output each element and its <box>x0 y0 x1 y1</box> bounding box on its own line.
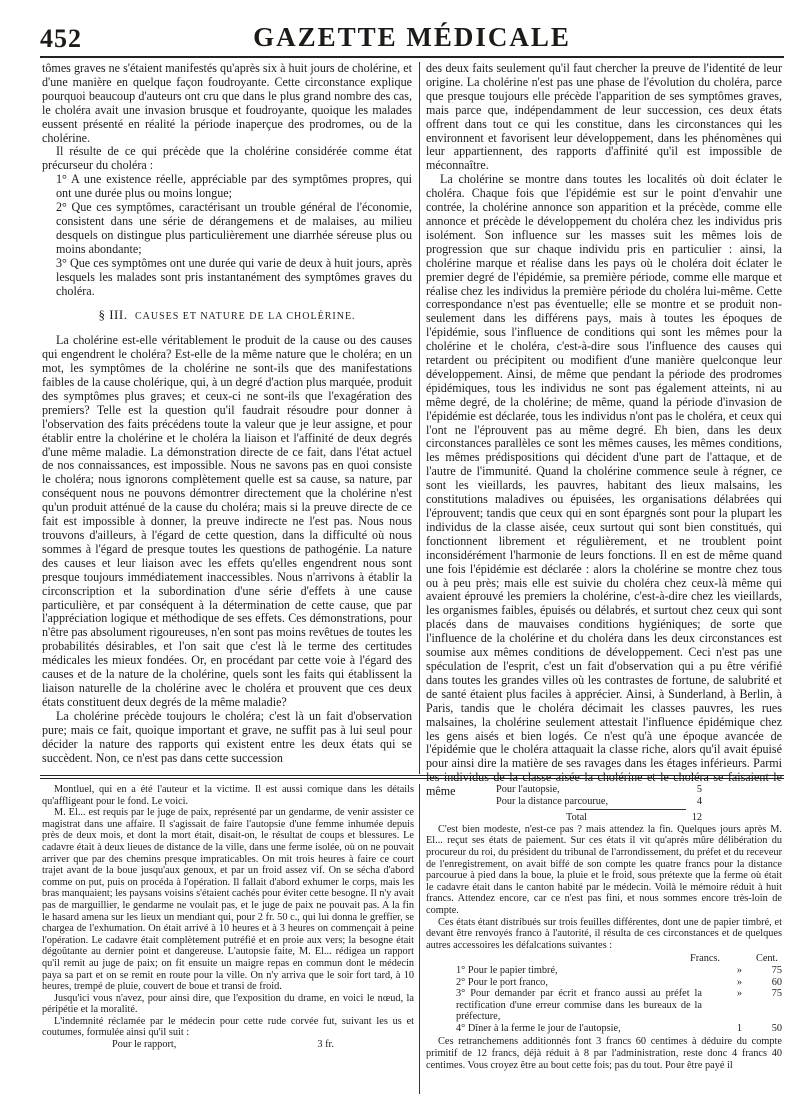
column-divider <box>419 62 420 774</box>
fee-row <box>42 1039 414 1051</box>
deduction-cents: 75 <box>771 964 782 976</box>
paragraph: Il résulte de ce qui précède que la cholérine considérée comme état précurseur du choléra : <box>42 144 412 173</box>
deduction-row <box>426 965 782 977</box>
deduction-francs: 1 <box>736 1022 742 1034</box>
page-header <box>40 14 784 60</box>
deduction-francs: » <box>736 964 742 976</box>
feuilleton-column-divider <box>419 784 420 1094</box>
fee-label: Pour la distance parcourue, <box>496 795 609 807</box>
fee-value: 3 fr. <box>317 1039 334 1051</box>
sum-rule <box>576 809 686 810</box>
paragraph: Ces états étant distribués sur trois feuilles différentes, dont une de papier timbré, et devant être renvoyés franco à l'autorité, il résulta de ces circonstances et de quelques autres accessoires les défalcations suivantes : <box>426 916 782 951</box>
fee-row <box>426 796 782 808</box>
feuilleton-rule-bottom <box>40 778 784 779</box>
total-value: 12 <box>691 812 702 824</box>
paragraph: L'indemnité réclamée par le médecin pour cette rude corvée fut, suivant les us et coutumes, formulée ainsi qu'il suit : <box>42 1015 414 1039</box>
section-title: CAUSES ET NATURE DE LA CHOLÉRINE. <box>134 311 356 323</box>
list-item: 3° Que ces symptômes ont une durée qui varie de deux à huit jours, après lesquels les malades sont pris instantanément des symptômes graves du choléra. <box>56 255 412 298</box>
deduction-label: 2° Pour le port franco, <box>456 976 548 988</box>
paragraph: C'est bien modeste, n'est-ce pas ? mais attendez la fin. Quelques jours après M. El... reçut ses états de paiement. Sur ces états il vit qu'après mûre délibération du procureur du roi, du président du tribunal de l'arrondissement, du préfet et du receveur de l'enregistrement, on avait biffé de son compte les quatre francs pour la distance parcourue à pied dans la boue, la pluie et le froid, sous prétexte que la ferme où était le cadavre était dans le canton habité par le médecin. Voilà le mémoire réduit à huit francs. Attendez encore, car ce n'est pas fini, et nous sommes encore très-loin de compte. <box>426 823 782 916</box>
article-column-left <box>42 62 412 774</box>
paragraph: Montluel, qui en a été l'auteur et la victime. Il est aussi comique dans les détails qu'affligeant pour le fond. Le voici. <box>42 784 414 807</box>
fee-label: Pour le rapport, <box>112 1039 177 1051</box>
deduction-label: 3° Pour demander par écrit et franco aussi au préfet la rectification d'une erreur commise dans les bureaux de la préfecture, <box>456 988 702 1023</box>
fee-value: 5 <box>696 784 702 795</box>
header-rule <box>40 56 784 58</box>
section-heading <box>42 308 412 324</box>
page-number: 452 <box>40 24 82 53</box>
feuilleton-column-right <box>426 784 782 1094</box>
deduction-row <box>426 1023 782 1035</box>
paragraph: La cholérine précède toujours le choléra; c'est là un fait d'observation pure; mais ce fait, quoique important et grave, ne suffit pas à lui seul pour décider la nature des rapports qui existent entre les deux états qui se succèdent. Non, ce n'est pas dans cette succession <box>42 708 412 765</box>
paragraph: La cholérine est-elle véritablement le produit de la cause ou des causes qui engendrent le choléra? Est-elle de la même nature que le choléra; en un mot, les symptômes de la cholérine ne sont-ils que des manifestations faibles de la cause cholérique, qui, à un degré d'action plus marquée, produit des symptômes plus graves; et ceux-ci ne sont-ils que l'exagération des premiers? Telle est la question qu'il faudrait résoudre pour donner à l'observation des faits précédens toute la valeur que je leur assigne, et pour établir entre la cholérine et le choléra la liaison et l'affinité de deux degrés d'une même maladie. La démonstration directe de ce fait, dans l'état actuel de nos connaissances, est impossible. Nous ne savons pas en quoi consiste le choléra; nous ignorons complètement quelle est sa cause, sa nature, par conséquent nous ne pouvons démontrer directement que la cholérine n'est qu'un produit atténué de la cause du choléra; mais si la preuve directe de ce fait est impossible à donner, la preuve indirecte ne l'est pas. Nous nous trouvons d'ailleurs, à l'égard de cette question, dans la difficulté où nous sommes à l'égard de presque toutes les questions de pathogénie. La nature des causes et leur liaison avec les effets qu'elles engendrent nous sont presque toujours immédiatement inaccessibles. Nous n'arrivons à établir la circonscription et la subordination d'une série d'effets à une cause particulière, et par conséquent à la détermination de cette cause, que par l'appréciation logique et méthodique de ses effets. Ces démonstrations, pour n'être pas absolument rigoureuses, n'en sont pas moins revêtues de toutes les probabilités désirables, et l'on sait que c'est là le terme des certitudes médicales les mieux fondées. Or, en procédant par cette voie à l'égard des causes et de la nature de la cholérine, quels sont les faits qui établissent la liaison naturelle de la cholérine avec le choléra et prouvent que ces deux états constituent deux degrés de la même maladie? <box>42 333 412 709</box>
paragraph: M. El... est requis par le juge de paix, représenté par un gendarme, de venir assister ce magistrat dans une affaire. Il s'agissait de faire l'autopsie d'une femme inhumée depuis près de deux mois, et dont la mort était, disait-on, le résultat de coups et blessures. Le cadavre était à deux lieues de distance de la ville, dans une ferme isolée, où on ne pouvait arriver que par des chemins presque impraticables. On mit trois heures à faire ce court trajet avant de la boue jusqu'aux genoux, et par un froid assez vif. On se sécha d'abord comme on put, puis on procéda à l'opération. Il fallait d'abord exhumer le corps, mais les bras manquaient; les paysans voisins s'étaient cachés pour éviter cette besogne. Il n'y avait pas de marguillier, le gendarme ne voulait pas, et le juge de paix ne pouvait pas. A la fin le hasard amena sur les lieux un mendiant qui, pour 2 fr. 50 c., qui lui donna le greffier, se chargea de l'exhumation. On était arrivé à 10 heures et à 3 heures on commençait à peine l'opération. Le cadavre était complètement putréfié et en proie aux vers; la besogne était dégoûtante au dernier point et dangereuse. L'autopsie faite, M. El... rédigea un rapport qu'il remit au juge de paix; on fit ensuite un maigre repas en commun dont le médecin paya sa part et on se remit en route pour la ville. On n'y arriva que le soir fort tard, à 10 heures, trempé de pluie, couvert de boue et transi de froid. <box>42 807 414 993</box>
section-number: § III. <box>98 307 128 323</box>
fee-label: Pour l'autopsie, <box>496 784 560 795</box>
deduction-cents: 60 <box>771 976 782 988</box>
paragraph: tômes graves ne s'étaient manifestés qu'après six à huit jours de cholérine, et d'une manière en quelque façon foudroyante. Cette circonstance explique pourquoi beaucoup d'auteurs ont cru que dans le plus grand nombre des cas, le choléra avait une invasion brusque et foudroyante, quoique les malades eussent présenté en réalité la période inaperçue des prodromes, ou de la cholérine. <box>42 61 412 145</box>
deduction-cents: 75 <box>771 988 782 1000</box>
column-header-cents: Cent. <box>755 953 778 965</box>
paragraph: Jusqu'ici vous n'avez, pour ainsi dire, que l'exposition du drame, en voici le nœud, la péripétie et la moralité. <box>42 992 414 1016</box>
total-label: Total <box>566 812 588 824</box>
journal-title: GAZETTE MÉDICALE <box>253 22 571 52</box>
deduction-francs: » <box>736 976 742 988</box>
fee-row <box>426 784 782 796</box>
deduction-label: 4° Dîner à la ferme le jour de l'autopsie, <box>456 1022 621 1034</box>
paragraph: La cholérine se montre dans toutes les localités où doit éclater le choléra. Chaque fois que l'épidémie est sur le point d'envahir une contrée, la cholérine annonce son apparition et la précède, comme elle annonce et précède le développement du choléra chez les individus pris isolément. Son influence sur les masses suit les mêmes lois de progression que sur chaque individu pris en particulier : ainsi, la cholérine marque et réalise dans les pays où le choléra doit éclater le premier degré de l'épidémie, sa première période, comme elle marque et réalise chez les individus la première période du choléra lui-même. Cette correspondance n'est pas éventuelle; elle se montre et se produit non-seulement dans les différens pays, mais à toutes les époques de l'épidémie, sous l'influence de conditions qui sont les mêmes pour la cholérine et le choléra, c'est-à-dire sous l'influence des causes qui retardent ou précipitent ou modifient d'une manière quelconque leur développement. Ainsi, de même que pendant la période des prodromes épidémiques, tous les individus ne sont pas également atteints, ni au même degré, de la cholérine; de même, quand la période d'invasion de l'épidémie est déclarée, tous les individus n'ont pas le choléra, et ceux qui l'ont ne l'éprouvent pas au même degré. Eh bien, dans les deux circonstances parallèles ce sont les mêmes causes, les mêmes conditions, les mêmes prédispositions qui décident d'une part de l'attaque, et de l'autre de l'immunité. Quand la cholérine commence seule à régner, ce sont les vieillards, les pauvres, habitant des lieux malsains, les constitutions maladives ou épuisées, les organisations délabrées qui l'éprouvent; tandis que ceux qui en sont épargnés sont pour la plupart les individus de la classe aisée, ceux surtout qui sont bien constitués, qui fonctionnent librement et régulièrement, et ne troublent point inconsidérément l'harmonie de leurs fonctions. Il en est de même quand une fois l'épidémie est déclarée : alors la cholérine se montre chez tous ou à peu près; mais elle est suivie du choléra chez ceux-là même qui avaient éprouvé les premiers la cholérine, c'est-à-dire chez les vieillards, les organismes faibles, épuisés ou délabrés, et surtout chez ceux qui sont placés dans de mauvaises conditions hygiéniques; de sorte que l'influence de la cholérine et du choléra dans les deux circonstances est soumise aux mêmes conditions de développement. Ceci n'est pas une spéculation de l'esprit, c'est un fait d'observation qui a pu être vérifié dans toutes les grandes villes où les contrastes de fortune, de salubrité et de santé étaient plus faciles à apprécier. Ainsi, à Sunderland, à Berlin, à Paris, tandis que le choléra décimait les classes pauvres, les rues malsaines, la cholérine seulement attestait l'influence épidémique chez les gens aisés et bien logés. Ce n'est qu'à une époque avancée de l'épidémie que le choléra attaquait la classe riche, alors qu'il avait épuisé pour ainsi dire la matière de ses ravages dans les étages inférieurs. Parmi les individus de la classe aisée la cholérine et le choléra se faisaient le même <box>426 172 782 799</box>
paragraph: des deux faits seulement qu'il faut chercher la preuve de l'identité de leur origine. La cholérine n'est pas une phase de l'évolution du choléra, parce que presque toujours elle précède l'apparition de ses symptômes graves, mais parce que, indépendamment de leur succession, ces deux états offrent dans tout ce qui les constitue, dans les circonstances qui les environnent et favorisent leur développement, dans les phénomènes qui leur appartiennent, des rapports d'affinité qu'il est impossible de méconnaître. <box>426 61 782 173</box>
deduction-table <box>426 953 782 1034</box>
deduction-cents: 50 <box>771 1022 782 1034</box>
list-item: 1° A une existence réelle, appréciable par des symptômes propres, qui ont une durée plus ou moins longue; <box>56 172 412 201</box>
deduction-label: 1° Pour le papier timbré, <box>456 964 558 976</box>
list-item: 2° Que ces symptômes, caractérisant un trouble général de l'économie, consistent dans une série de dérangemens et de malaises, au milieu desquels on distingue plus particulièrement une diarrhée séreuse plus ou moins abondante; <box>56 200 412 256</box>
column-header-francs: Francs. <box>689 953 720 965</box>
deduction-francs: » <box>736 988 742 1000</box>
fee-total-row <box>426 812 782 824</box>
deduction-row <box>426 988 782 1023</box>
deduction-table-header <box>426 953 782 965</box>
deduction-row <box>426 977 782 989</box>
paragraph: Ces retranchemens additionnés font 3 francs 60 centimes à déduire du compte primitif de 12 francs, déjà réduit à 8 par l'administration, reste donc 4 francs 40 centimes. Vous croyez être au bout cette fois; pas du tout. Pour être payé il <box>426 1036 782 1071</box>
feuilleton-rule-top <box>40 775 784 776</box>
fee-value: 4 <box>696 795 702 807</box>
feuilleton-column-left <box>42 784 414 1094</box>
